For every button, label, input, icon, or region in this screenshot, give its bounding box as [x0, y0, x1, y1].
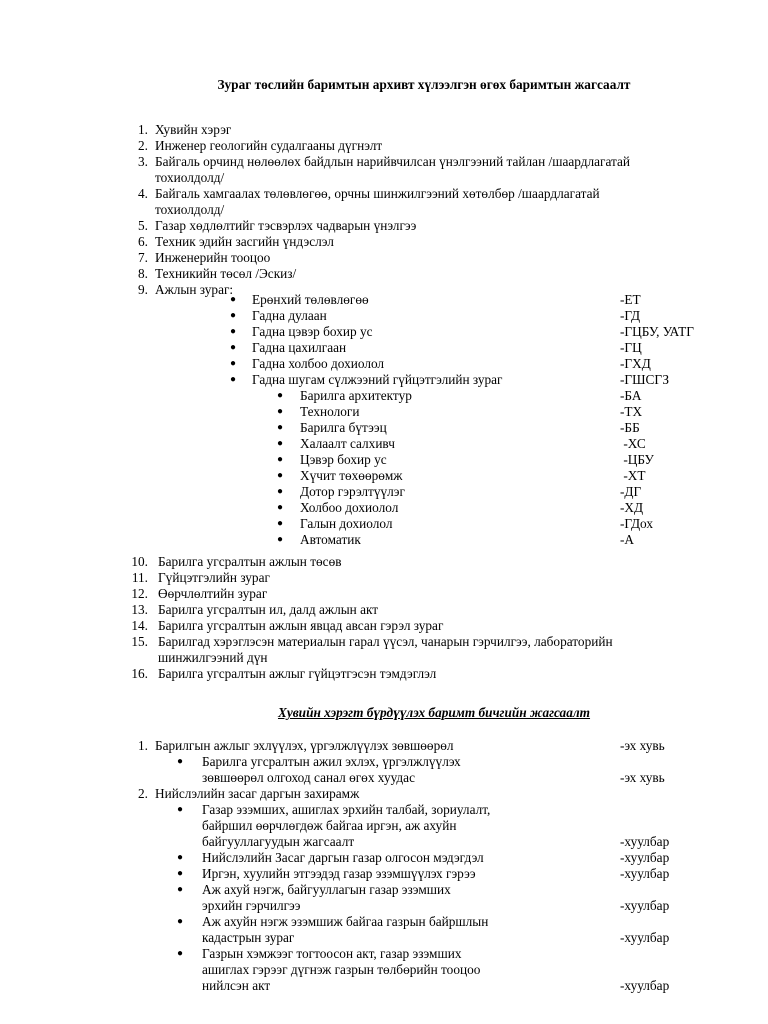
- list-number: 3.: [138, 154, 148, 169]
- bullet-icon: ●: [176, 916, 184, 927]
- drawing-code: -ББ: [620, 420, 640, 435]
- list-number: 2.: [138, 786, 148, 801]
- drawing-label: Барилга бүтээц: [300, 420, 387, 435]
- list-number: 10.: [131, 554, 148, 569]
- list-number: 1.: [138, 122, 148, 137]
- drawing-label: Гадна холбоо дохиолол: [252, 356, 385, 371]
- list-item: шинжилгээний дүн: [158, 650, 268, 665]
- bullet-icon: ●: [276, 502, 284, 513]
- bullet-icon: ●: [276, 486, 284, 497]
- copy-type: -хуулбар: [620, 978, 670, 993]
- list-item: Өөрчлөлтийн зураг: [158, 586, 268, 601]
- list-item: Барилгад хэрэглэсэн материалын гарал үүсэл, чанарын гэрчилгээ, лабораторийн: [158, 634, 613, 649]
- drawing-label: Ерөнхий төлөвлөгөө: [252, 292, 369, 307]
- drawing-code: -ГД: [620, 308, 641, 323]
- drawing-label: Технологи: [300, 404, 360, 419]
- drawing-label: Гадна шугам сүлжээний гүйцэтгэлийн зураг: [252, 372, 503, 387]
- list-number: 8.: [138, 266, 148, 281]
- list-item: Инженерийн тооцоо: [155, 250, 271, 265]
- drawing-code: -БА: [620, 388, 642, 403]
- list-item: Байгаль орчинд нөлөөлөх байдлын нарийвчилсан үнэлгээний тайлан /шаардлагатай: [155, 154, 631, 169]
- drawing-label: Гадна цахилгаан: [252, 340, 347, 355]
- document-title: Зураг төслийн баримтын архивт хүлээлгэн өгөх баримтын жагсаалт: [217, 77, 631, 92]
- list-number: 6.: [138, 234, 148, 249]
- bullet-icon: ●: [276, 470, 284, 481]
- sub-item-text: Газрын хэмжээг тогтоосон акт, газар эзэмших: [202, 946, 462, 961]
- drawing-label: Дотор гэрэлтүүлэг: [300, 484, 405, 499]
- bullet-icon: ●: [176, 948, 184, 959]
- drawing-code: -А: [620, 532, 635, 547]
- drawing-code: -ХД: [620, 500, 644, 515]
- sub-item-text: кадастрын зураг: [202, 930, 295, 945]
- drawing-label: Гадна дулаан: [252, 308, 327, 323]
- list-item: Хувийн хэрэг: [155, 122, 232, 137]
- list-item: Барилга угсралтын ил, далд ажлын акт: [158, 602, 379, 617]
- drawing-label: Хүчит төхөөрөмж: [300, 468, 403, 483]
- bullet-icon: ●: [229, 358, 237, 369]
- section-title: Хувийн хэрэгт бүрдүүлэх баримт бичгийн жагсаалт: [277, 705, 591, 720]
- drawing-code: -ГХД: [620, 356, 651, 371]
- copy-type: -хуулбар: [620, 898, 670, 913]
- drawing-label: Автоматик: [300, 532, 361, 547]
- bullet-icon: ●: [176, 756, 184, 767]
- list-item: Нийслэлийн засаг даргын захирамж: [155, 786, 360, 801]
- list-item: Барилга угсралтын ажлын төсөв: [158, 554, 342, 569]
- sub-item-text: байгууллагуудын жагсаалт: [202, 834, 355, 849]
- drawing-code: -ХТ: [620, 468, 646, 483]
- drawing-code: -ДГ: [620, 484, 642, 499]
- list-number: 5.: [138, 218, 148, 233]
- list-item: тохиолдолд/: [155, 202, 225, 217]
- list-number: 14.: [131, 618, 148, 633]
- bullet-icon: ●: [276, 534, 284, 545]
- drawing-code: -ГШСГЗ: [620, 372, 670, 387]
- copy-type: -хуулбар: [620, 866, 670, 881]
- copy-type: -хуулбар: [620, 850, 670, 865]
- sub-item-text: нийлсэн акт: [202, 978, 271, 993]
- sub-item-text: зөвшөөрөл олгоход санал өгөх хуудас: [202, 770, 415, 785]
- drawing-code: -ЦБУ: [620, 452, 654, 467]
- bullet-icon: ●: [229, 326, 237, 337]
- copy-type: -хуулбар: [620, 834, 670, 849]
- drawing-label: Барилга архитектур: [300, 388, 412, 403]
- list-item: Техникийн төсөл /Эскиз/: [155, 266, 297, 281]
- list-number: 16.: [131, 666, 148, 681]
- list-item: Газар хөдлөлтийг тэсвэрлэх чадварын үнэлгээ: [155, 218, 417, 233]
- list-item: Барилга угсралтын ажлын явцад авсан гэрэл зураг: [158, 618, 444, 633]
- drawing-label: Галын дохиолол: [300, 516, 393, 531]
- list-number: 15.: [131, 634, 148, 649]
- list-number: 9.: [138, 282, 148, 297]
- bullet-icon: ●: [276, 454, 284, 465]
- sub-item-text: эрхийн гэрчилгээ: [202, 898, 301, 913]
- list-number: 7.: [138, 250, 148, 265]
- sub-item-text: Газар эзэмших, ашиглах эрхийн талбай, зориулалт,: [202, 802, 491, 817]
- bullet-icon: ●: [176, 852, 184, 863]
- list-item: Инженер геологийн судалгааны дүгнэлт: [155, 138, 383, 153]
- copy-type: -эх хувь: [620, 770, 665, 785]
- drawing-label: Гадна цэвэр бохир ус: [252, 324, 373, 339]
- bullet-icon: ●: [276, 518, 284, 529]
- sub-item-text: Иргэн, хуулийн этгээдэд газар эзэмшүүлэх гэрээ: [202, 866, 476, 881]
- list-number: 13.: [131, 602, 148, 617]
- list-number: 2.: [138, 138, 148, 153]
- list-number: 1.: [138, 738, 148, 753]
- bullet-icon: ●: [229, 342, 237, 353]
- list-item: Техник эдийн засгийн үндэслэл: [155, 234, 334, 249]
- bullet-icon: ●: [229, 310, 237, 321]
- drawing-code: -ХС: [620, 436, 646, 451]
- drawing-code: -ГЦ: [620, 340, 642, 355]
- list-item: Ажлын зураг:: [155, 282, 234, 297]
- list-item: Байгаль хамгаалах төлөвлөгөө, орчны шинжилгээний хөтөлбөр /шаардлагатай: [155, 186, 600, 201]
- bullet-icon: ●: [176, 884, 184, 895]
- sub-item-text: байршил өөрчлөгдөж байгаа иргэн, аж ахуйн: [202, 818, 457, 833]
- bullet-icon: ●: [229, 294, 237, 305]
- sub-item-text: Аж ахуй нэгж, байгууллагын газар эзэмших: [202, 882, 451, 897]
- list-item: Гүйцэтгэлийн зураг: [158, 570, 270, 585]
- sub-item-text: Аж ахуйн нэгж эзэмшиж байгаа газрын байршлын: [202, 914, 489, 929]
- bullet-icon: ●: [176, 804, 184, 815]
- bullet-icon: ●: [176, 868, 184, 879]
- drawing-code: -ТХ: [620, 404, 643, 419]
- bullet-icon: ●: [276, 422, 284, 433]
- list-number: 4.: [138, 186, 148, 201]
- list-item: тохиолдолд/: [155, 170, 225, 185]
- copy-type: -хуулбар: [620, 930, 670, 945]
- drawing-label: Холбоо дохиолол: [300, 500, 399, 515]
- list-number: 11.: [131, 570, 148, 585]
- bullet-icon: ●: [229, 374, 237, 385]
- list-item: Барилгын ажлыг эхлүүлэх, үргэлжлүүлэх зөвшөөрөл: [155, 738, 454, 753]
- bullet-icon: ●: [276, 406, 284, 417]
- drawing-code: -ЕТ: [620, 292, 641, 307]
- drawing-code: -ГДох: [620, 516, 653, 531]
- list-number: 12.: [131, 586, 148, 601]
- sub-item-text: Барилга угсралтын ажил эхлэх, үргэлжлүүлэх: [202, 754, 461, 769]
- drawing-label: Халаалт салхивч: [300, 436, 395, 451]
- sub-item-text: ашиглах гэрээг дүгнэж газрын төлбөрийн тооцоо: [202, 962, 481, 977]
- bullet-icon: ●: [276, 438, 284, 449]
- drawing-label: Цэвэр бохир ус: [300, 452, 387, 467]
- bullet-icon: ●: [276, 390, 284, 401]
- copy-type: -эх хувь: [620, 738, 665, 753]
- list-item: Барилга угсралтын ажлыг гүйцэтгэсэн тэмдэглэл: [158, 666, 437, 681]
- sub-item-text: Нийслэлийн Засаг даргын газар олгосон мэдэгдэл: [202, 850, 484, 865]
- drawing-code: -ГЦБУ, УАТГ: [620, 324, 694, 339]
